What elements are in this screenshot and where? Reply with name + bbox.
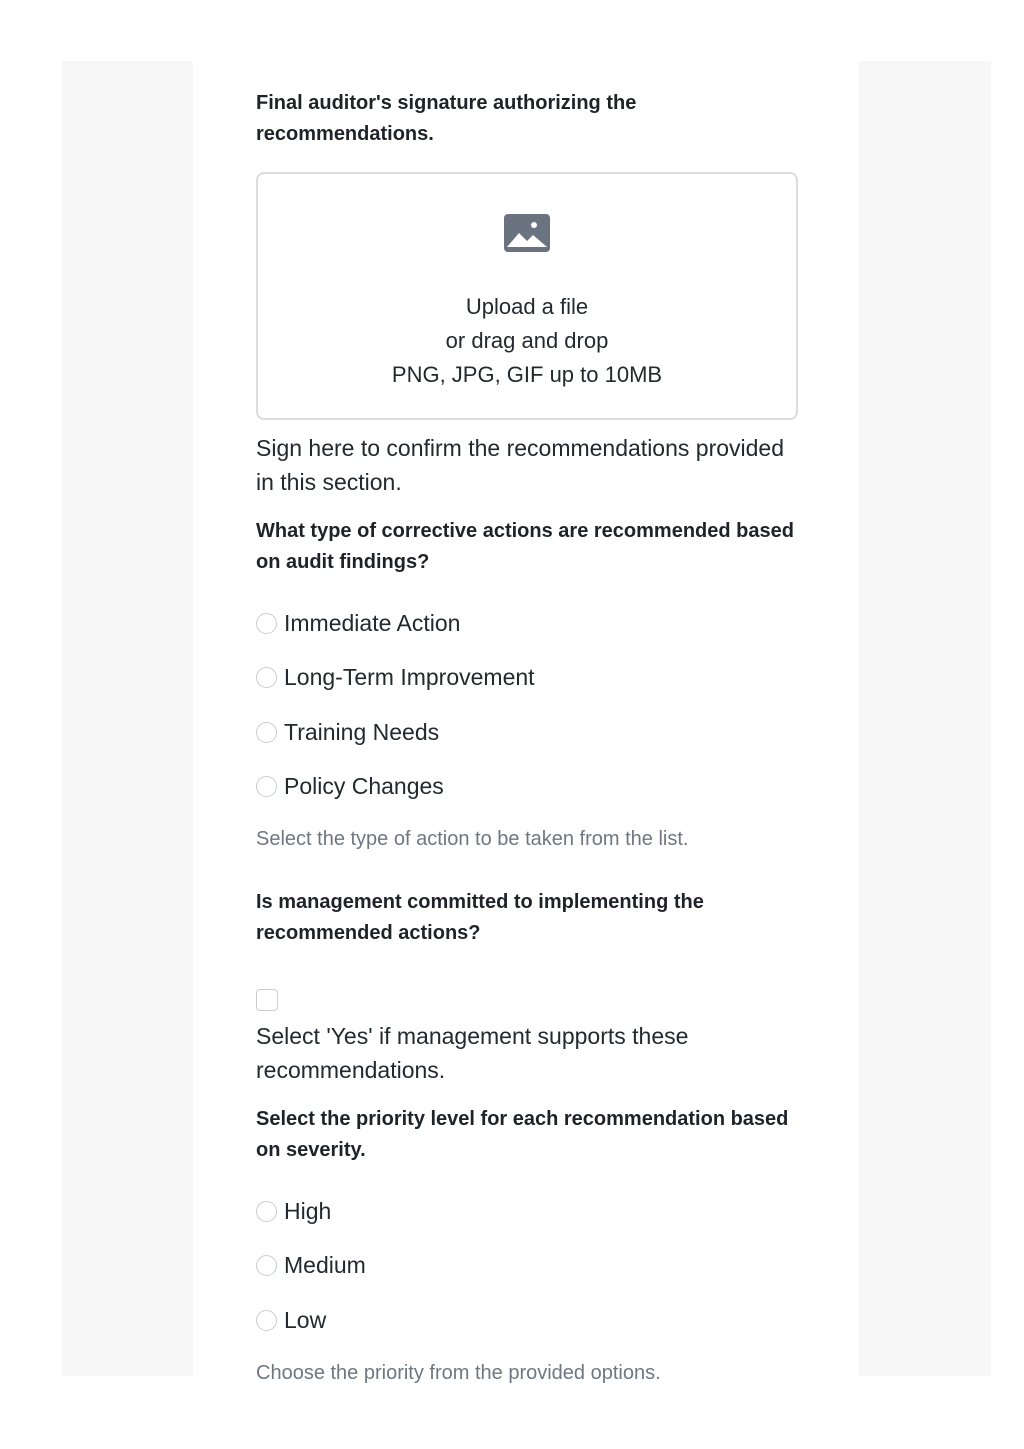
corrective-actions-help: Select the type of action to be taken from the list. bbox=[256, 828, 689, 850]
radio-button[interactable] bbox=[256, 1310, 277, 1331]
radio-option-long-term-improvement[interactable] bbox=[256, 651, 798, 706]
radio-label: Policy Changes bbox=[284, 773, 444, 800]
radio-option-policy-changes[interactable] bbox=[256, 760, 798, 815]
management-commitment-section bbox=[256, 887, 798, 1087]
priority-section bbox=[256, 1104, 798, 1387]
upload-instructions bbox=[258, 290, 796, 392]
corrective-actions-label: What type of corrective actions are recommended based on audit findings? bbox=[256, 520, 794, 573]
radio-label: Training Needs bbox=[284, 718, 440, 745]
radio-option-medium[interactable] bbox=[256, 1239, 798, 1294]
corrective-actions-radio-group bbox=[256, 596, 798, 814]
left-side-panel bbox=[62, 61, 193, 1376]
radio-label: Long-Term Improvement bbox=[284, 664, 535, 691]
radio-button[interactable] bbox=[256, 613, 277, 634]
management-commitment-help: Select 'Yes' if management supports these recommendations. bbox=[256, 1023, 689, 1083]
radio-button[interactable] bbox=[256, 1201, 277, 1222]
priority-help: Choose the priority from the provided options. bbox=[256, 1361, 661, 1384]
radio-option-high[interactable] bbox=[256, 1184, 798, 1239]
file-format-hint: PNG, JPG, GIF up to 10MB bbox=[391, 362, 663, 387]
management-commitment-label: Is management committed to implementing the recommended actions? bbox=[256, 891, 704, 944]
radio-button[interactable] bbox=[256, 1255, 277, 1276]
drag-drop-text: or drag and drop bbox=[445, 328, 609, 353]
form-content bbox=[256, 88, 798, 1387]
radio-button[interactable] bbox=[256, 722, 277, 743]
management-commitment-checkbox-wrap bbox=[256, 989, 798, 1011]
radio-label: Medium bbox=[284, 1252, 366, 1279]
right-side-panel bbox=[859, 61, 991, 1376]
signature-upload-dropzone[interactable] bbox=[256, 172, 798, 420]
priority-radio-group bbox=[256, 1184, 798, 1348]
signature-section bbox=[256, 88, 798, 499]
radio-button[interactable] bbox=[256, 667, 277, 688]
radio-label: High bbox=[284, 1197, 332, 1224]
signature-help: Sign here to confirm the recommendations provided in this section. bbox=[256, 435, 785, 495]
radio-label: Low bbox=[284, 1306, 327, 1333]
management-commitment-checkbox[interactable] bbox=[256, 989, 278, 1011]
corrective-actions-section bbox=[256, 516, 798, 853]
signature-label: Final auditor's signature authorizing the recommendations. bbox=[256, 92, 637, 145]
radio-option-low[interactable] bbox=[256, 1293, 798, 1348]
priority-label: Select the priority level for each recommendation based on severity. bbox=[256, 1108, 789, 1161]
radio-option-immediate-action[interactable] bbox=[256, 596, 798, 651]
upload-file-link[interactable]: Upload a file bbox=[465, 294, 589, 319]
image-icon bbox=[503, 213, 551, 253]
radio-label: Immediate Action bbox=[284, 609, 461, 636]
radio-button[interactable] bbox=[256, 776, 277, 797]
radio-option-training-needs[interactable] bbox=[256, 705, 798, 760]
